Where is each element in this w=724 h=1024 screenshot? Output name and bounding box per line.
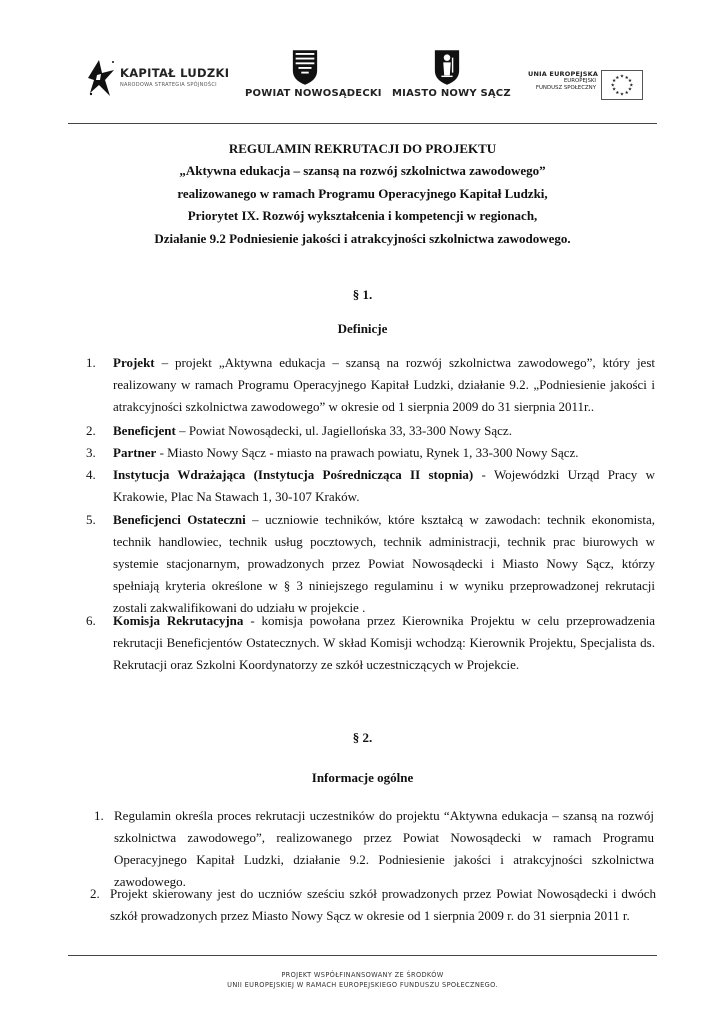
svg-text:★: ★ (627, 87, 633, 93)
item-body: – projekt „Aktywna edukacja – szansą na rozwój szkolnictwa zawodowego”, który jest realizowany w ramach Programu Operacyjnego Kapitał Ludzki, działanie 9.2. „Podniesienie jakości i atrakcyjności szkolnictwa zawodowego” w okresie od 1 sierpnia 2009 do 31 sierpnia 2011r.. (113, 355, 655, 414)
item-number: 6. (86, 613, 96, 628)
header-divider (68, 123, 657, 124)
section2-mark: § 2. (352, 730, 373, 745)
item-term: Komisja Rekrutacyjna (113, 613, 244, 628)
item-number: 4. (86, 467, 96, 482)
powiat-nowosadecki-logo (245, 48, 382, 110)
title-line: Priorytet IX. Rozwój wykształcenia i kompetencji w regionach, (187, 208, 538, 224)
list-item (86, 610, 655, 676)
item-number: 3. (86, 445, 96, 460)
footer-line2: UNII EUROPEJSKIEJ W RAMACH EUROPEJSKIEGO FUNDUSZU SPOŁECZNEGO. (227, 981, 498, 989)
section2-heading: Informacje ogólne (311, 770, 414, 785)
item-term: Instytucja Wdrażająca (Instytucja Pośrednicząca II stopnia) (113, 467, 474, 482)
item-text (113, 464, 655, 508)
svg-text:★: ★ (619, 92, 625, 98)
svg-text:★: ★ (624, 75, 629, 81)
svg-text:★: ★ (615, 90, 620, 96)
item-body: - komisja powołana przez Kierownika Projektu w celu przeprowadzenia rekrutacji Beneficjentów Ostatecznych. W skład Komisji wchodzą: Kierownik Projektu, Specjalista ds. Rekrutacji oraz Szkolni Koordynatorzy ze szkół uczestniczących w Projekcie. (113, 613, 655, 672)
item-text (113, 610, 655, 676)
item-body: – uczniowie techników, które kształcą w zawodach: technik ekonomista, technik handlowiec, technik usług pocztowych, technik administracji, technik prac biurowych w systemie stacjonarnym, prowadzonych przez Powiat Nowosądecki i Miasto Nowy Sącz, którzy spełniają kryteria określone w § 3 niniejszego regulaminu i w wyniku przeprowadzonej rekrutacji zostali zakwalifikowani do udziału w projekcie . (113, 512, 655, 615)
miasto-label: MIASTO NOWY SĄCZ (392, 88, 511, 99)
list-item (94, 805, 654, 893)
unia-europejska-logo (528, 70, 648, 104)
item-term: Projekt (113, 355, 155, 370)
ue-line2: EUROPEJSKI (563, 78, 596, 84)
list-item (90, 883, 656, 927)
svg-text:★: ★ (627, 79, 633, 85)
item-term: Beneficjent (113, 423, 176, 438)
footer-line1: PROJEKT WSPÓŁFINANSOWANY ZE ŚRODKÓW (281, 971, 444, 979)
list-item (86, 420, 655, 442)
ue-line1: UNIA EUROPEJSKA (528, 70, 599, 78)
item-body: - Miasto Nowy Sącz - miasto na prawach powiatu, Rynek 1, 33-300 Nowy Sącz. (156, 445, 579, 460)
ue-line3: FUNDUSZ SPOŁECZNY (535, 85, 596, 91)
kapital-ludzki-logo (86, 58, 236, 98)
svg-text:★: ★ (611, 79, 617, 85)
item-term: Partner (113, 445, 157, 460)
item-number: 1. (94, 808, 104, 823)
eu-flag-icon (601, 70, 643, 100)
list-item (86, 464, 655, 508)
item-text: Regulamin określa proces rekrutacji uczestników do projektu “Aktywna edukacja – szansą na rozwój szkolnictwa zawodowego”, realizowanego przez Powiat Nowosądecki w ramach Programu Operacyjnego Kapitał Ludzki, działanie 9.2. Podniesienie jakości i atrakcyjności szkolnictwa zawodowego. (114, 808, 654, 889)
svg-text:★: ★ (611, 87, 617, 93)
svg-text:★: ★ (629, 83, 634, 89)
footer (68, 970, 657, 990)
powiat-crest-icon (291, 48, 319, 86)
list-item (86, 442, 655, 464)
item-text (113, 420, 655, 442)
kapital-ludzki-title: KAPITAŁ LUDZKI (120, 66, 230, 80)
svg-text:★: ★ (610, 83, 615, 89)
title-line: REGULAMIN REKRUTACJI DO PROJEKTU (228, 141, 497, 156)
item-text (113, 442, 655, 464)
list-item (86, 352, 655, 418)
title-line: „Aktywna edukacja – szansą na rozwój szkolnictwa zawodowego” (179, 163, 546, 179)
item-text (113, 509, 655, 619)
title-line: realizowanego w ramach Programu Operacyjnego Kapitał Ludzki, (177, 185, 548, 201)
item-number: 5. (86, 512, 96, 527)
item-body: - Wojewódzki Urząd Pracy w Krakowie, Plac Na Stawach 1, 30-107 Kraków. (113, 467, 655, 504)
item-body: – Powiat Nowosądecki, ul. Jagiellońska 33, 33-300 Nowy Sącz. (175, 423, 512, 438)
section1-mark: § 1. (352, 287, 373, 302)
item-number: 2. (90, 886, 100, 901)
item-number: 2. (86, 423, 96, 438)
kapital-ludzki-subtitle: NARODOWA STRATEGIA SPÓJNOŚCI (120, 82, 217, 88)
svg-text:★: ★ (615, 75, 620, 81)
document-title (68, 138, 657, 250)
item-number: 1. (86, 355, 96, 370)
item-text (113, 352, 655, 418)
footer-divider (68, 955, 657, 956)
ue-text (528, 70, 599, 92)
powiat-label: POWIAT NOWOSĄDECKI (245, 88, 382, 99)
item-text: Projekt skierowany jest do uczniów sześciu szkół prowadzonych przez Powiat Nowosądecki i dwóch szkół prowadzonych przez Miasto Nowy Sącz w okresie od 1 sierpnia 2009 r. do 31 sierpnia 2011 r. (110, 886, 656, 923)
svg-text:★: ★ (619, 74, 625, 80)
kapital-ludzki-star-icon (86, 58, 116, 98)
section1-heading: Definicje (337, 321, 388, 336)
item-term: Beneficjenci Ostateczni (113, 512, 246, 527)
miasto-nowy-sacz-logo (392, 48, 511, 110)
svg-text:★: ★ (624, 90, 629, 96)
miasto-crest-icon (433, 48, 461, 86)
list-item (86, 509, 655, 619)
title-line: Działanie 9.2 Podniesienie jakości i atrakcyjności szkolnictwa zawodowego. (154, 230, 571, 246)
header-logos (0, 44, 724, 114)
